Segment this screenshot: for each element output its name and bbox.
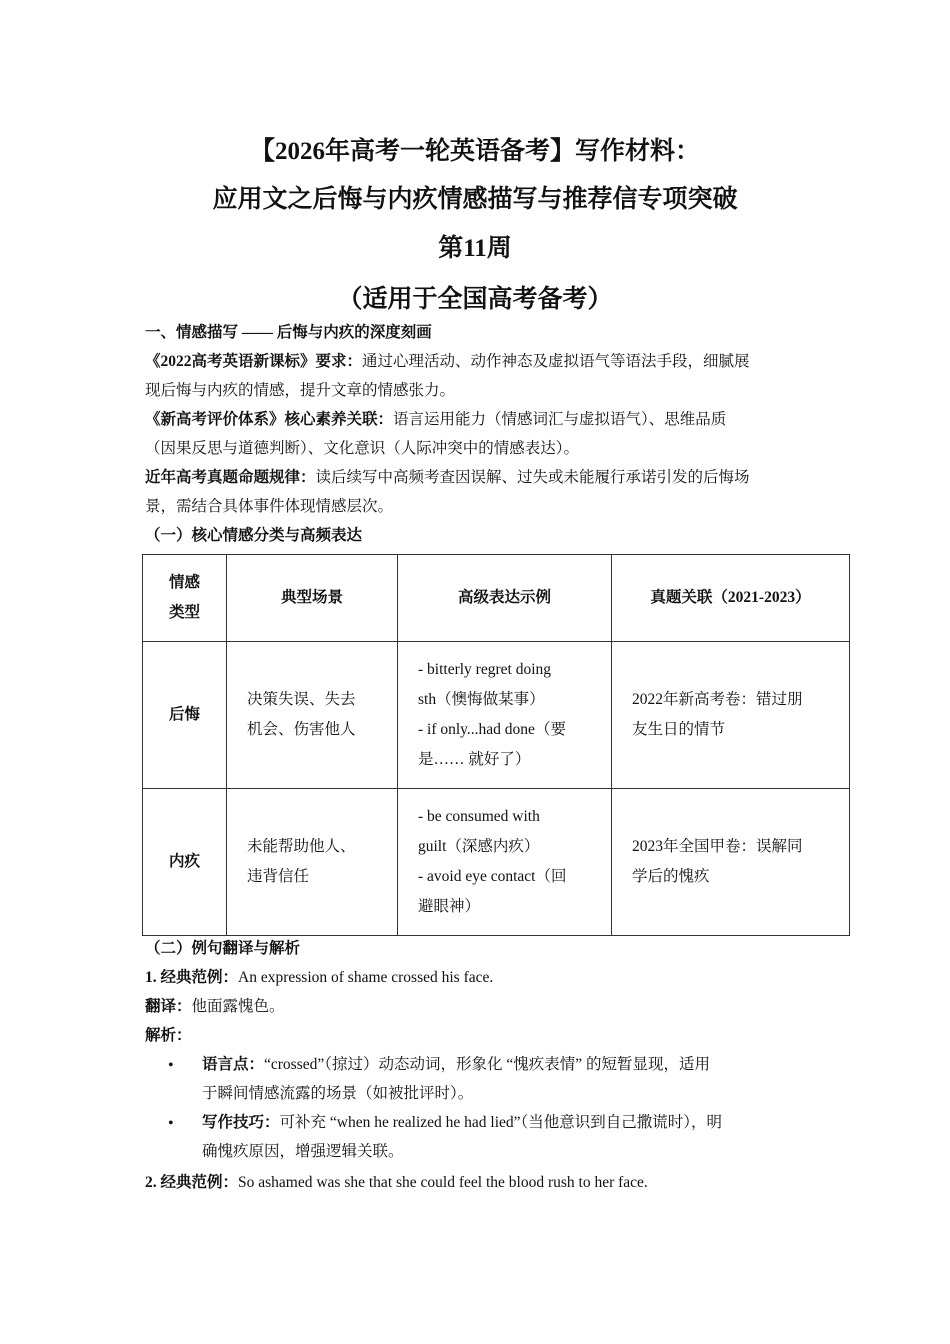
example-2-line <box>145 1172 815 1194</box>
emotion-table <box>142 554 850 936</box>
title-line-3: 第11周 <box>438 235 512 262</box>
rule-label: 近年高考真题命题规律： <box>145 469 316 486</box>
cell-expression: - be consumed with guilt（深感内疚） - avoid eye contact（回 避眼神） <box>398 789 612 936</box>
table-header-row <box>143 555 850 642</box>
cell-expression: - bitterly regret doing sth（懊悔做某事） - if only...had done（要 是…… 就好了） <box>398 642 612 789</box>
example-1-line <box>145 967 815 989</box>
bullet-icon: • <box>168 1057 174 1074</box>
rule-text: 读后续写中高频考查因误解、过失或未能履行承诺引发的后悔场 <box>315 469 750 486</box>
point-1-label: 语言点： <box>202 1056 265 1073</box>
rule-line-2: 景，需结合具体事件体现情感层次。 <box>145 498 394 515</box>
analysis-label: 解析： <box>145 1027 192 1044</box>
requirement-text: 通过心理活动、动作神态及虚拟语气等语法手段，细腻展 <box>362 353 750 370</box>
subsection-heading-2: （二）例句翻译与解析 <box>145 940 301 957</box>
translation-line <box>145 996 815 1018</box>
translation-text: 他面露愧色。 <box>191 998 285 1015</box>
title-line-1: 【2026年高考一轮英语备考】写作材料： <box>249 138 700 165</box>
table-row <box>143 642 850 789</box>
table-row <box>143 789 850 936</box>
example-1-label: 1. 经典范例： <box>145 969 239 986</box>
requirement-label: 《2022高考英语新课标》要求： <box>145 353 363 370</box>
cell-scene: 未能帮助他人、 违背信任 <box>227 789 398 936</box>
point-2-text: 可补充 “when he realized he had lied”（当他意识到自己撒谎时），明 <box>279 1114 723 1131</box>
example-2-text: So ashamed was she that she could feel the blood rush to her face. <box>238 1174 648 1191</box>
section-heading: 一、情感描写 —— 后悔与内疚的深度刻画 <box>145 324 432 341</box>
core-text: 语言运用能力（情感词汇与虚拟语气）、思维品质 <box>393 411 727 428</box>
requirement-line-2: 现后悔与内疚的情感，提升文章的情感张力。 <box>145 382 456 399</box>
point-1-text: “crossed”（掠过）动态动词，形象化 “愧疚表情” 的短暂显现，适用 <box>264 1056 711 1073</box>
cell-scene: 决策失误、失去 机会、伤害他人 <box>227 642 398 789</box>
core-line-2: （因果反思与道德判断）、文化意识（人际冲突中的情感表达）。 <box>145 440 580 457</box>
example-2-label: 2. 经典范例： <box>145 1174 239 1191</box>
core-label: 《新高考评价体系》核心素养关联： <box>145 411 394 428</box>
example-1-text: An expression of shame crossed his face. <box>238 969 494 986</box>
title-line-4: （适用于全国高考备考） <box>337 286 613 313</box>
core-line-1 <box>145 409 815 431</box>
subsection-heading-1: （一）核心情感分类与高频表达 <box>145 527 363 544</box>
cell-emotion: 后悔 <box>143 642 227 789</box>
cell-exam: 2022年新高考卷：错过朋 友生日的情节 <box>612 642 850 789</box>
point-2-line-1 <box>202 1112 812 1134</box>
point-2-line-2: 确愧疚原因，增强逻辑关联。 <box>202 1143 404 1160</box>
requirement-line-1 <box>145 351 815 373</box>
point-1-line-1 <box>202 1054 812 1076</box>
header-scene: 典型场景 <box>227 555 398 642</box>
bullet-icon: • <box>168 1115 174 1132</box>
title-line-2: 应用文之后悔与内疚情感描写与推荐信专项突破 <box>212 186 738 213</box>
rule-line-1 <box>145 467 815 489</box>
header-expression: 高级表达示例 <box>398 555 612 642</box>
translation-label: 翻译： <box>145 998 192 1015</box>
header-exam: 真题关联（2021-2023） <box>612 555 850 642</box>
point-1-line-2: 于瞬间情感流露的场景（如被批评时）。 <box>202 1085 474 1102</box>
cell-exam: 2023年全国甲卷：误解同 学后的愧疚 <box>612 789 850 936</box>
cell-emotion: 内疚 <box>143 789 227 936</box>
header-emotion: 情感 类型 <box>143 555 227 642</box>
point-2-label: 写作技巧： <box>202 1114 280 1131</box>
